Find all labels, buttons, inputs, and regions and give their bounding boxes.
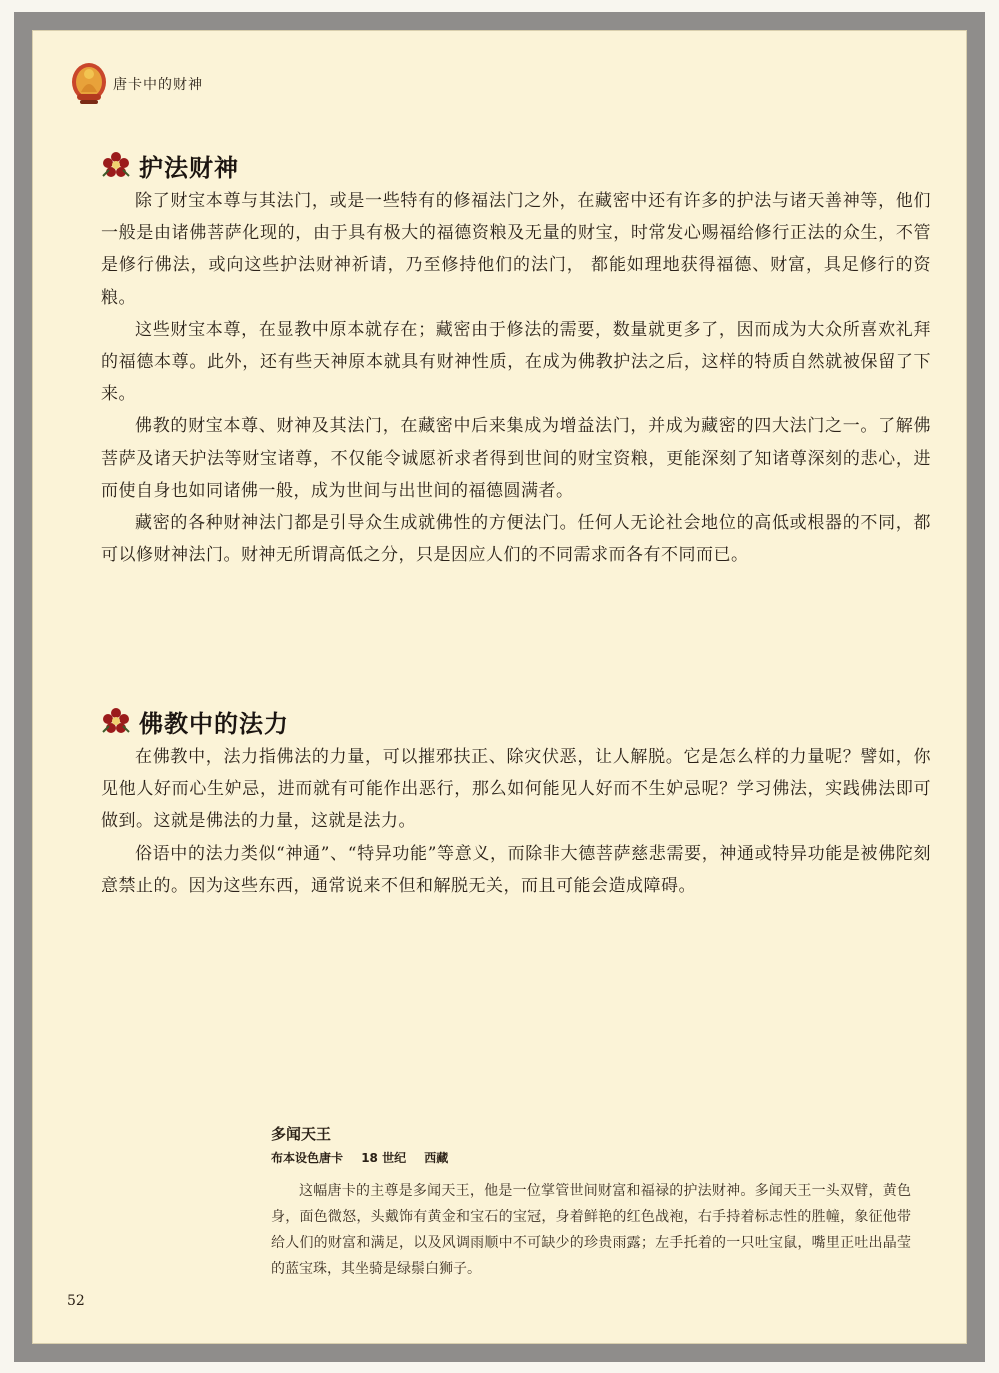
caption-body: 这幅唐卡的主尊是多闻天王，他是一位掌管世间财富和福禄的护法财神。多闻天王一头双臂，黄色身，面色微怒，头戴饰有黄金和宝石的宝冠，身着鲜艳的红色战袍，右手持着标志性的胜幢，象征他带给人们的财富和满足，以及风调雨顺中不可缺少的珍贵雨露；左手托着的一只吐宝鼠，嘴里正吐出晶莹的蓝宝珠，其坐骑是绿鬃白狮子。: [271, 1183, 911, 1277]
page-number: 52: [67, 1293, 85, 1309]
section-protector-wealth-deities: [101, 147, 931, 571]
caption-century: 18 世纪: [361, 1151, 407, 1165]
section-title: 佛教中的法力: [139, 709, 289, 738]
paragraph: 这些财宝本尊，在显教中原本就存在；藏密由于修法的需要，数量就更多了，因而成为大众所喜欢礼拜的福德本尊。此外，还有些天神原本就具有财神性质，在成为佛教护法之后，这样的特质自然就被保留了下来。: [101, 319, 931, 405]
page: [32, 30, 967, 1344]
running-header: [71, 59, 203, 109]
paragraph: 除了财宝本尊与其法门，或是一些特有的修福法门之外，在藏密中还有许多的护法与诸天善神等，他们一般是由诸佛菩萨化现的，由于具有极大的福德资粮及无量的财宝，时常发心赐福给修行正法的众生，不管是修行佛法，或向这些护法财神祈请，乃至修持他们的法门， 都能如理地获得福德、财富，具足修行的资粮。: [101, 191, 931, 308]
buddha-icon: [71, 62, 107, 106]
paragraph: 在佛教中，法力指佛法的力量，可以摧邪扶正、除灾伏恶，让人解脱。它是怎么样的力量呢？譬如，你见他人好而心生妒忌，进而就有可能作出恶行，那么如何能见人好而不生妒忌呢？学习佛法，实践佛法即可做到。这就是佛法的力量，这就是法力。: [101, 747, 931, 832]
paragraph: 藏密的各种财神法门都是引导众生成就佛性的方便法门。任何人无论社会地位的高低或根器的不同，都可以修财神法门。财神无所谓高低之分，只是因应人们的不同需求而各有不同而已。: [101, 513, 931, 566]
caption-material: 布本设色唐卡: [271, 1151, 344, 1165]
page-frame: [14, 12, 985, 1362]
caption-title: 多闻天王: [271, 1125, 332, 1143]
caption-region: 西藏: [424, 1151, 449, 1165]
paragraph: 俗语中的法力类似“神通”、“特异功能”等意义，而除非大德菩萨慈悲需要，神通或特异功能是被佛陀刻意禁止的。因为这些东西，通常说来不但和解脱无关，而且可能会造成障碍。: [101, 843, 931, 896]
caption-meta: [271, 1149, 911, 1166]
image-caption: [271, 1123, 911, 1282]
section-heading: [101, 703, 931, 739]
flower-icon: [101, 150, 131, 180]
header-title: 唐卡中的财神: [113, 77, 203, 93]
section-title: 护法财神: [139, 153, 239, 182]
flower-icon: [101, 706, 131, 736]
section-heading: [101, 147, 931, 183]
section-dharma-power: [101, 703, 931, 902]
paragraph: 佛教的财宝本尊、财神及其法门，在藏密中后来集成为增益法门，并成为藏密的四大法门之一。了解佛菩萨及诸天护法等财宝诸尊，不仅能令诚愿祈求者得到世间的财宝资粮，更能深刻了知诸尊深刻的悲心，进而使自身也如同诸佛一般，成为世间与出世间的福德圆满者。: [101, 416, 931, 501]
